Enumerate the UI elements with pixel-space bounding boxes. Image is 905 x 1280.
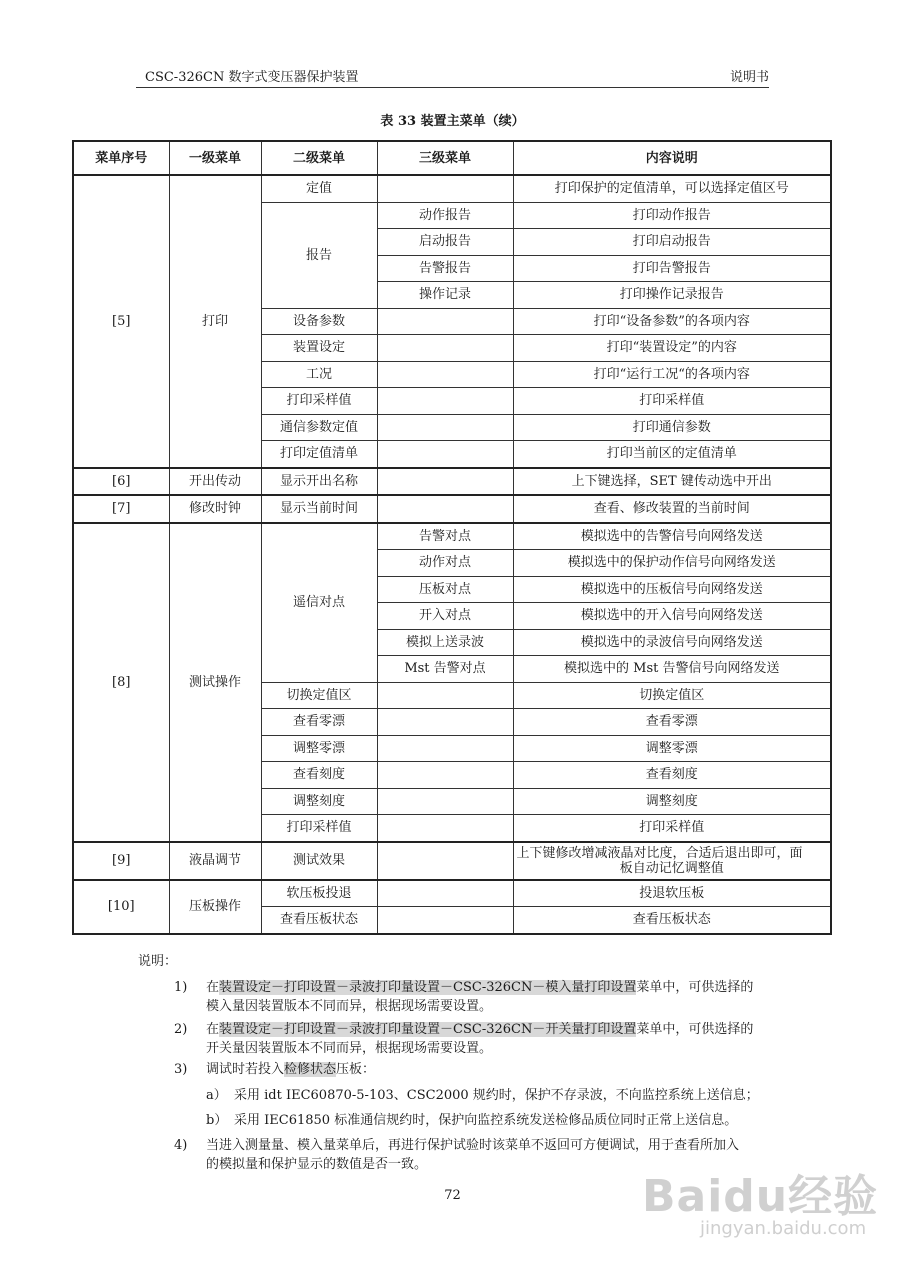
menu-level3 <box>377 414 513 441</box>
menu-desc: 查看零漂 <box>513 709 831 736</box>
menu-level3 <box>377 388 513 415</box>
baidu-watermark-logo: Baidu经验 <box>642 1171 879 1222</box>
menu-level1: 修改时钟 <box>169 495 261 523</box>
note-text-post: 菜单中，可供选择的 <box>636 1022 754 1037</box>
col-header-level1: 一级菜单 <box>169 141 261 175</box>
menu-seq: [5] <box>73 175 169 468</box>
menu-seq: [10] <box>73 880 169 934</box>
table-row <box>73 523 831 550</box>
menu-path-highlight: 装置设定－打印设置－录波打印量设置－CSC-326CN－模入量打印设置 <box>219 980 637 995</box>
menu-level2: 切换定值区 <box>261 682 377 709</box>
menu-seq: [6] <box>73 468 169 496</box>
menu-level2: 软压板投退 <box>261 880 377 907</box>
menu-level3 <box>377 682 513 709</box>
menu-desc: 调整刻度 <box>513 788 831 815</box>
menu-desc: 打印操作记录报告 <box>513 282 831 309</box>
status-highlight: 检修状态 <box>284 1062 337 1077</box>
menu-level3: 操作记录 <box>377 282 513 309</box>
menu-level3 <box>377 735 513 762</box>
menu-desc: 模拟选中的保护动作信号向网络发送 <box>513 550 831 577</box>
baidu-watermark-url: jingyan.baidu.com <box>700 1218 867 1239</box>
table-row <box>73 495 831 523</box>
menu-seq: [7] <box>73 495 169 523</box>
header-divider <box>136 87 769 88</box>
menu-desc: 切换定值区 <box>513 682 831 709</box>
menu-level2: 报告 <box>261 202 377 308</box>
menu-level2: 打印采样值 <box>261 815 377 842</box>
menu-level2: 定值 <box>261 175 377 202</box>
menu-desc: 打印“装置设定”的内容 <box>513 335 831 362</box>
menu-desc: 模拟选中的压板信号向网络发送 <box>513 576 831 603</box>
header-doc-type: 说明书 <box>729 70 769 85</box>
note-number: 3) <box>174 1062 188 1077</box>
menu-desc: 打印采样值 <box>513 815 831 842</box>
menu-level3 <box>377 907 513 934</box>
menu-level2: 调整刻度 <box>261 788 377 815</box>
col-header-desc: 内容说明 <box>513 141 831 175</box>
menu-level3 <box>377 880 513 907</box>
sub-note-number: b） <box>206 1113 228 1128</box>
menu-desc <box>513 842 831 880</box>
menu-desc: 打印“运行工况“的各项内容 <box>513 361 831 388</box>
menu-level3 <box>377 361 513 388</box>
menu-level1: 测试操作 <box>169 523 261 842</box>
menu-path-highlight: 装置设定－打印设置－录波打印量设置－CSC-326CN－开关量打印设置 <box>219 1022 637 1037</box>
table-row <box>73 175 831 202</box>
note-text-pre: 在 <box>206 1022 220 1037</box>
menu-level2: 遥信对点 <box>261 523 377 683</box>
menu-desc: 打印启动报告 <box>513 229 831 256</box>
menu-level3 <box>377 441 513 468</box>
menu-seq: [8] <box>73 523 169 842</box>
table-row <box>73 880 831 907</box>
menu-desc: 调整零漂 <box>513 735 831 762</box>
menu-level2: 装置设定 <box>261 335 377 362</box>
menu-level3 <box>377 495 513 523</box>
menu-desc: 打印采样值 <box>513 388 831 415</box>
menu-level2: 打印定值清单 <box>261 441 377 468</box>
col-header-level3: 三级菜单 <box>377 141 513 175</box>
menu-desc: 投退软压板 <box>513 880 831 907</box>
sub-note-text: 采用 idt IEC60870-5-103、CSC2000 规约时，保护不存录波，不向监控系统上送信息； <box>234 1088 759 1103</box>
menu-desc: 查看、修改装置的当前时间 <box>513 495 831 523</box>
menu-level3 <box>377 815 513 842</box>
menu-desc: 查看压板状态 <box>513 907 831 934</box>
menu-level3: 压板对点 <box>377 576 513 603</box>
menu-level3 <box>377 709 513 736</box>
note-text-post: 菜单中，可供选择的 <box>636 980 754 995</box>
menu-desc: 模拟选中的告警信号向网络发送 <box>513 523 831 550</box>
menu-desc: 打印当前区的定值清单 <box>513 441 831 468</box>
menu-level3: Mst 告警对点 <box>377 656 513 683</box>
menu-level3: 告警报告 <box>377 255 513 282</box>
menu-desc: 打印通信参数 <box>513 414 831 441</box>
menu-level3: 动作报告 <box>377 202 513 229</box>
note-text <box>206 1020 786 1058</box>
notes-title: 说明： <box>138 954 178 969</box>
note-text-pre: 调试时若投入 <box>206 1062 285 1077</box>
note-number: 4) <box>174 1138 188 1153</box>
main-menu-table <box>72 140 832 935</box>
menu-level3 <box>377 788 513 815</box>
menu-level2: 测试效果 <box>261 842 377 880</box>
note-text <box>206 978 786 1016</box>
note-text-line2: 的模拟量和保护显示的数值是否一致。 <box>206 1157 428 1172</box>
menu-desc-line1: 上下键修改增减液晶对比度，合适后退出即可，面 <box>516 845 803 861</box>
menu-level2: 工况 <box>261 361 377 388</box>
menu-level2: 调整零漂 <box>261 735 377 762</box>
table-caption: 表 33 装置主菜单（续） <box>380 114 525 129</box>
note-text-line2: 开关量因装置版本不同而异，根据现场需要设置。 <box>206 1041 493 1056</box>
menu-level2: 打印采样值 <box>261 388 377 415</box>
note-text-line2: 模入量因装置版本不同而异，根据现场需要设置。 <box>206 999 493 1014</box>
menu-level3 <box>377 842 513 880</box>
menu-level2: 查看零漂 <box>261 709 377 736</box>
page-number: 72 <box>444 1188 461 1203</box>
menu-desc: 模拟选中的录波信号向网络发送 <box>513 629 831 656</box>
menu-desc: 打印保护的定值清单，可以选择定值区号 <box>513 175 831 202</box>
menu-level2: 显示开出名称 <box>261 468 377 496</box>
menu-level3: 动作对点 <box>377 550 513 577</box>
menu-level1: 液晶调节 <box>169 842 261 880</box>
menu-level2: 查看刻度 <box>261 762 377 789</box>
note-text <box>206 1060 786 1079</box>
col-header-level2: 二级菜单 <box>261 141 377 175</box>
menu-level2: 通信参数定值 <box>261 414 377 441</box>
menu-desc: 模拟选中的开入信号向网络发送 <box>513 603 831 630</box>
menu-seq: [9] <box>73 842 169 880</box>
note-text-line1: 当进入测量量、模入量菜单后，再进行保护试验时该菜单不返回可方便调试，用于查看所加入 <box>206 1138 740 1153</box>
note-number: 1) <box>174 980 188 995</box>
menu-level2: 设备参数 <box>261 308 377 335</box>
menu-level1: 打印 <box>169 175 261 468</box>
menu-level3: 开入对点 <box>377 603 513 630</box>
menu-level3 <box>377 175 513 202</box>
menu-level2: 显示当前时间 <box>261 495 377 523</box>
menu-desc: 上下键选择，SET 键传动选中开出 <box>513 468 831 496</box>
menu-desc: 打印动作报告 <box>513 202 831 229</box>
menu-level3 <box>377 308 513 335</box>
note-text-post: 压板： <box>336 1062 376 1077</box>
menu-level3 <box>377 468 513 496</box>
menu-level3 <box>377 762 513 789</box>
menu-level3: 模拟上送录波 <box>377 629 513 656</box>
table-header-row <box>73 141 831 175</box>
menu-level2: 查看压板状态 <box>261 907 377 934</box>
menu-desc: 查看刻度 <box>513 762 831 789</box>
sub-note-number: a） <box>206 1088 227 1103</box>
note-text-pre: 在 <box>206 980 220 995</box>
menu-level3: 启动报告 <box>377 229 513 256</box>
menu-level1: 开出传动 <box>169 468 261 496</box>
sub-note-text: 采用 IEC61850 标准通信规约时，保护向监控系统发送检修品质位同时正常上送信息。 <box>234 1113 738 1128</box>
menu-desc: 模拟选中的 Mst 告警信号向网络发送 <box>513 656 831 683</box>
menu-desc-line2: 板自动记忆调整值 <box>619 860 724 876</box>
menu-level3: 告警对点 <box>377 523 513 550</box>
menu-desc: 打印“设备参数”的各项内容 <box>513 308 831 335</box>
menu-desc: 打印告警报告 <box>513 255 831 282</box>
header-title: CSC-326CN 数字式变压器保护装置 <box>145 70 359 85</box>
table-row <box>73 842 831 880</box>
col-header-seq: 菜单序号 <box>73 141 169 175</box>
note-number: 2) <box>174 1022 188 1037</box>
menu-level1: 压板操作 <box>169 880 261 934</box>
table-row <box>73 468 831 496</box>
menu-level3 <box>377 335 513 362</box>
